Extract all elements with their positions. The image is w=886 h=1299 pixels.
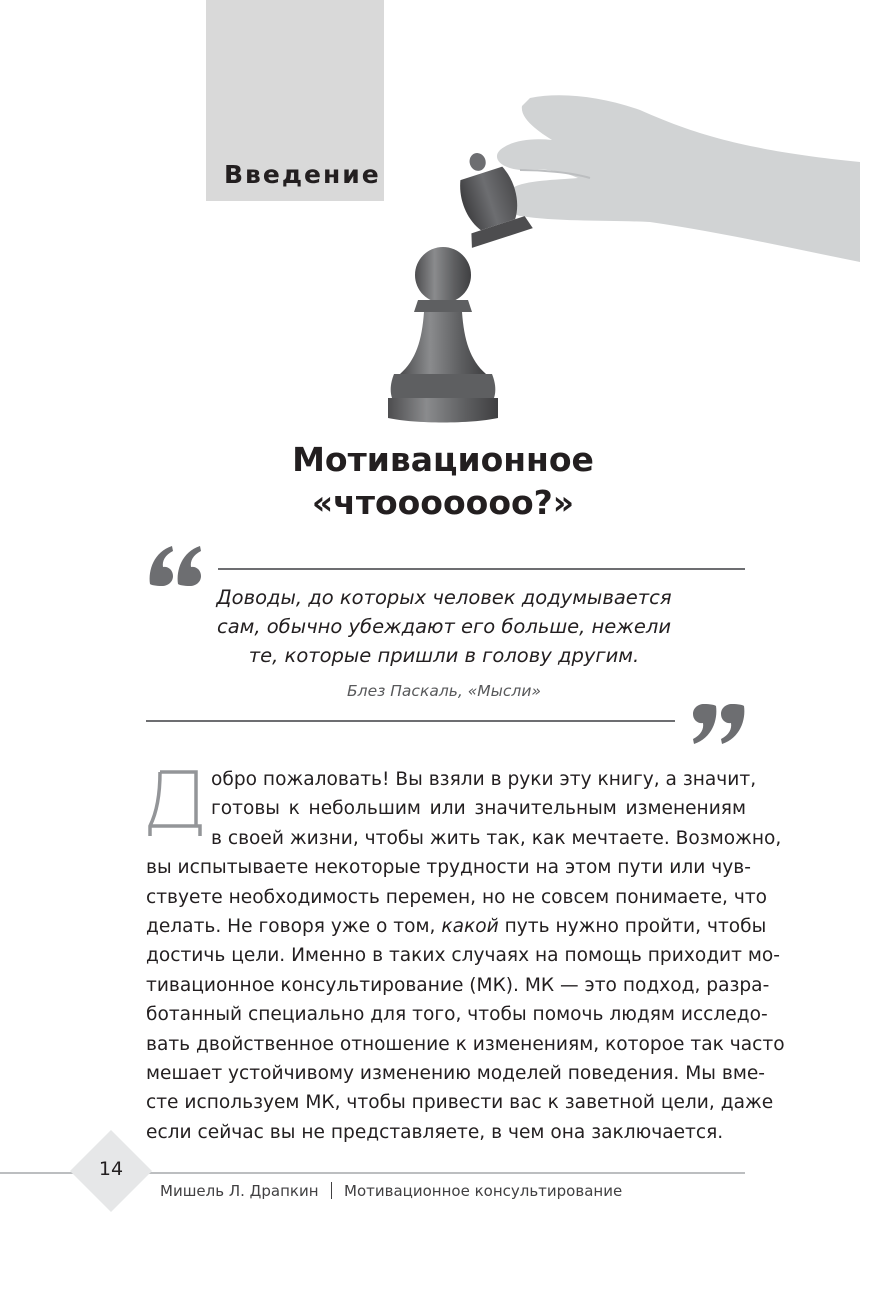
body-line: тивационное консультирование (МК). МК — это подход, разра- <box>146 974 770 996</box>
footer-separator <box>331 1182 333 1199</box>
chapter-title-line2: «чтооооооо?» <box>311 483 575 522</box>
section-label: Введение <box>224 160 381 189</box>
body-line: если сейчас вы не представляете, в чем она заключается. <box>146 1121 724 1143</box>
body-line <box>146 912 767 941</box>
body-line: вать двойственное отношение к изменениям, которое так часто <box>146 1033 785 1055</box>
epigraph-source: Блез Паскаль, «Мысли» <box>347 682 541 700</box>
body-line: ствуете необходимость перемен, но не совсем понимаете, что <box>146 886 768 908</box>
hand-shape <box>497 95 860 262</box>
close-quote-icon <box>688 700 748 750</box>
epigraph-line: те, которые пришли в голову другим. <box>248 644 640 667</box>
footer-author: Мишель Л. Драпкин <box>160 1182 319 1200</box>
drop-cap-letter: Д <box>46 668 47 669</box>
chess-pawn-piece <box>388 247 498 423</box>
chapter-title-line1: Мотивационное <box>292 440 594 479</box>
body-line: достичь цели. Именно в таких случаях на помощь приходит мо- <box>146 945 780 967</box>
body-line: готовы к небольшим или значительным изменениям <box>211 798 746 820</box>
epigraph-rule-bottom <box>146 720 675 722</box>
epigraph-line: сам, обычно убеждают его больше, нежели <box>216 615 672 638</box>
epigraph-rule-top <box>218 568 745 570</box>
epigraph-line: Доводы, до которых человек додумывается <box>216 586 672 609</box>
body-paragraph <box>146 765 785 1147</box>
body-line: обро пожаловать! Вы взяли в руки эту книгу, а значит, <box>211 769 757 790</box>
body-line: вы испытываете некоторые трудности на этом пути или чув- <box>146 857 751 879</box>
emphasis-text: какой <box>441 916 499 938</box>
running-footer <box>160 1182 622 1200</box>
epigraph-text <box>170 583 718 670</box>
body-line: в своей жизни, чтобы жить так, как мечтаете. Возможно, <box>211 827 782 849</box>
body-text: делать. Не говоря уже о том, <box>146 916 442 938</box>
chess-hand-illustration <box>0 0 886 440</box>
body-line: ботанный специально для того, чтобы помочь людям исследо- <box>146 1004 768 1026</box>
body-line: сте используем МК, чтобы привести вас к заветной цели, даже <box>146 1092 774 1114</box>
footer-book-title: Мотивационное консультирование <box>344 1182 623 1200</box>
body-line: мешает устойчивому изменению моделей поведения. Мы вме- <box>146 1063 766 1085</box>
body-text: путь нужно пройти, чтобы <box>498 916 767 938</box>
page-number: 14 <box>98 1158 124 1180</box>
